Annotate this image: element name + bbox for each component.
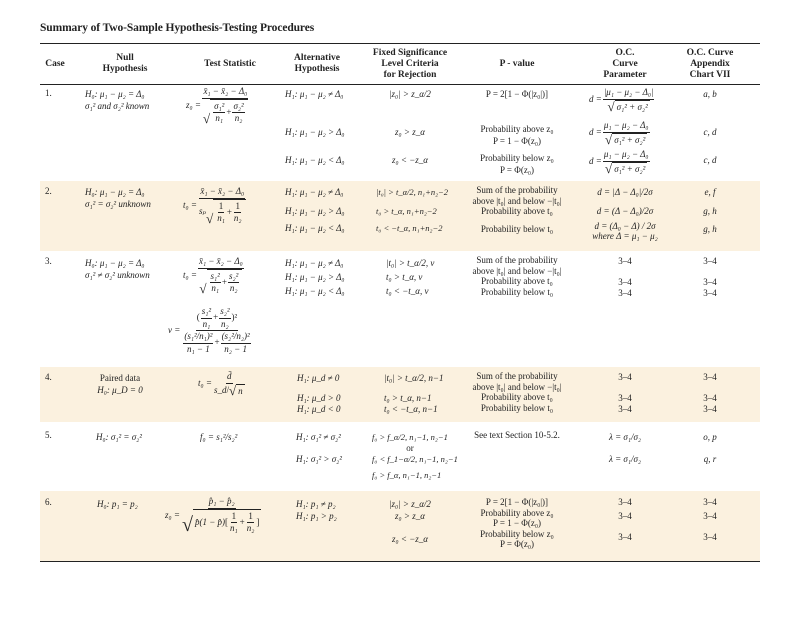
alternative-hypothesis: H₁: σ₁² ≠ σ₂²	[296, 432, 341, 442]
oc-parameter: 3–4	[618, 497, 632, 507]
header-statistic: Test Statistic	[204, 58, 256, 69]
header-pvalue: P - value	[499, 58, 535, 69]
rejection-criterion: |z₀| > z_α/2	[389, 499, 431, 509]
null-hypothesis: H₀: p₁ = p₂	[97, 499, 138, 509]
p-value: See text Section 10-5.2.	[474, 430, 560, 440]
header-rule	[40, 84, 760, 85]
null-hypothesis: H₀: μ₁ − μ₂ = Δ₀ σ₁² = σ₂² unknown	[85, 187, 151, 209]
rejection-criterion: f₀ < f_1−α/2, n₁−1, n₂−1	[372, 454, 458, 464]
rejection-criterion: f₀ > f_α, n₁−1, n₂−1	[372, 470, 442, 480]
oc-parameter: d = (Δ₀ − Δ) / 2σ where Δ = μ₁ − μ₂	[592, 221, 658, 241]
oc-parameter: d = |μ₁ − μ₂ − Δ₀| √ σ₁² + σ₂²	[589, 87, 654, 114]
header-null: Null Hypothesis	[102, 53, 148, 74]
alternative-hypothesis: H₁: μ_d < 0	[297, 404, 341, 414]
oc-parameter: d = (Δ − Δ₀)/2σ	[596, 206, 654, 216]
oc-parameter: 3–4	[618, 277, 632, 287]
table-title: Summary of Two-Sample Hypothesis-Testing Procedures	[40, 22, 315, 34]
appendix-chart: o, p	[703, 432, 717, 442]
rejection-criterion: |t₀| > t_α/2, n₁+n₂−2	[376, 187, 449, 197]
appendix-chart: 3–4	[703, 372, 717, 382]
oc-parameter: λ = σ₁/σ₂	[608, 454, 642, 464]
p-value: Probability below t₀	[480, 224, 554, 234]
alternative-hypothesis: H₁: μ₁ − μ₂ ≠ Δ₀	[285, 89, 344, 99]
case-number: 1.	[45, 88, 52, 98]
rejection-criterion: t₀ > t_α, n₁+n₂−2	[376, 206, 437, 216]
oc-parameter: 3–4	[618, 256, 632, 266]
alternative-hypothesis: H₁: p₁ ≠ p₂	[296, 499, 336, 509]
appendix-chart: e, f	[704, 187, 716, 197]
header-appendix: O.C. Curve Appendix Chart VII	[686, 47, 734, 80]
alternative-hypothesis: H₁: μ₁ − μ₂ < Δ₀	[285, 286, 345, 296]
appendix-chart: 3–4	[703, 277, 717, 287]
rejection-criterion: z₀ > z_α	[395, 511, 425, 521]
appendix-chart: 3–4	[703, 532, 717, 542]
case-number: 4.	[45, 372, 52, 382]
bottom-rule	[40, 561, 760, 562]
appendix-chart: a, b	[703, 89, 717, 99]
null-hypothesis: Paired data H₀: μ_D = 0	[97, 373, 143, 395]
oc-parameter: λ = σ₁/σ₂	[608, 432, 642, 442]
oc-parameter: 3–4	[618, 532, 632, 542]
oc-parameter: d = μ₁ − μ₂ − Δ₀ √ σ₁² + σ₂²	[589, 120, 649, 147]
rejection-criterion: t₀ > t_α, ν	[386, 272, 423, 282]
rejection-criterion: z₀ < −z_α	[391, 155, 428, 165]
appendix-chart: c, d	[703, 127, 717, 137]
header-case: Case	[45, 58, 65, 69]
appendix-chart: 3–4	[703, 393, 717, 403]
null-hypothesis: H₀: μ₁ − μ₂ = Δ₀ σ₁² ≠ σ₂² unknown	[85, 258, 150, 280]
alternative-hypothesis: H₁: μ₁ − μ₂ > Δ₀	[285, 206, 345, 216]
appendix-chart: 3–4	[703, 288, 717, 298]
test-statistic: f₀ = s₁²/s₂²	[200, 432, 238, 442]
alternative-hypothesis: H₁: μ₁ − μ₂ < Δ₀	[285, 155, 345, 165]
rejection-criterion: z₀ > z_α	[395, 127, 425, 137]
p-value: Probability below z₀ P = Φ(z₀)	[480, 153, 554, 175]
p-value: Sum of the probability above |t₀| and below −|t₀| Probability above t₀ Probability below t₀	[472, 255, 562, 297]
p-value: Sum of the probability above |t₀| and below −|t₀| Probability above t₀ Probability below t₀	[472, 371, 562, 413]
header-oc-parameter: O.C. Curve Parameter	[603, 47, 647, 80]
case-number: 5.	[45, 430, 52, 440]
rejection-criterion: |z₀| > z_α/2	[389, 89, 431, 99]
null-hypothesis: H₀: σ₁² = σ₂²	[96, 432, 142, 442]
p-value: Sum of the probability above |t₀| and below −|t₀| Probability above t₀	[472, 185, 562, 216]
case-number: 6.	[45, 497, 52, 507]
rejection-criterion: t₀ < −t_α, ν	[386, 286, 429, 296]
rejection-criterion: t₀ < −t_α, n₁+n₂−2	[376, 223, 443, 233]
appendix-chart: 3–4	[703, 511, 717, 521]
rejection-criterion: z₀ < −z_α	[391, 534, 428, 544]
oc-parameter: d = |Δ − Δ₀|/2σ	[597, 187, 653, 197]
p-value: P = 2[1 − Φ(|z₀|)] Probability above z₀ P = 1 − Φ(z₀) Probability below z₀ P = Φ(z₀)	[480, 497, 554, 549]
oc-parameter: 3–4	[618, 288, 632, 298]
appendix-chart: c, d	[703, 155, 717, 165]
oc-parameter: 3–4	[618, 511, 632, 521]
rejection-criterion: |t₀| > t_α/2, n−1	[384, 373, 444, 383]
oc-parameter: 3–4	[618, 404, 632, 414]
oc-parameter: d = μ₁ − μ₂ − Δ₀ √ σ₁² + σ₂²	[589, 149, 649, 176]
test-statistic: t₀ = d̄ s_d/ √ n	[198, 371, 243, 398]
rejection-criterion: t₀ > t_α, n−1	[384, 393, 432, 403]
alternative-hypothesis: H₁: μ₁ − μ₂ < Δ₀	[285, 223, 345, 233]
test-statistic: z₀ = p̂₁ − p̂₂ √ p̂(1 − p̂)[ $\frac{1}{\text{n₁}}$ + $\frac{1}{\text{n₂}}$ ]	[165, 496, 260, 536]
case-number: 2.	[45, 186, 52, 196]
oc-parameter: 3–4	[618, 372, 632, 382]
test-statistic: z₀ = x̄₁ − x̄₂ − Δ₀ √ $\frac{\text{σ₁²}}{\text{n₁}}$ + $\frac{\text{σ₂²}}{\text{n₂}}$	[186, 86, 248, 126]
alternative-hypothesis: H₁: μ₁ − μ₂ ≠ Δ₀	[285, 187, 344, 197]
appendix-chart: g, h	[703, 224, 717, 234]
test-statistic: t₀ = x̄₁ − x̄₂ − Δ₀ sₚ √ $\frac{1}{\text{n₁}}$ + $\frac{1}{\text{n₂}}$	[183, 186, 245, 226]
header-fixed: Fixed Significance Level Criteria for Rejection	[372, 47, 448, 80]
alternative-hypothesis: H₁: μ_d > 0	[297, 393, 341, 403]
rejection-criterion: |t₀| > t_α/2, ν	[386, 258, 435, 268]
header-alternative: Alternative Hypothesis	[294, 53, 340, 74]
appendix-chart: 3–4	[703, 404, 717, 414]
case-number: 3.	[45, 256, 52, 266]
alternative-hypothesis: H₁: p₁ > p₂	[296, 511, 337, 521]
alternative-hypothesis: H₁: σ₁² > σ₂²	[296, 454, 342, 464]
alternative-hypothesis: H₁: μ₁ − μ₂ ≠ Δ₀	[285, 258, 344, 268]
appendix-chart: q, r	[703, 454, 717, 464]
rejection-or: or	[406, 443, 414, 453]
rejection-criterion: f₀ > f_α/2, n₁−1, n₂−1	[372, 432, 448, 442]
alternative-hypothesis: H₁: μ_d ≠ 0	[297, 373, 340, 383]
alternative-hypothesis: H₁: μ₁ − μ₂ > Δ₀	[285, 272, 345, 282]
test-statistic: t₀ = x̄₁ − x̄₂ − Δ₀ √ $\frac{\text{s₁²}}{\text{n₁}}$ + $\frac{\text{s₂²}}{\text{n₂}}$	[183, 256, 243, 296]
oc-parameter: 3–4	[618, 393, 632, 403]
p-value: P = 2[1 − Φ(|z₀|)]	[485, 89, 549, 99]
rejection-criterion: t₀ < −t_α, n−1	[384, 404, 438, 414]
degrees-of-freedom: ν = ( $\frac{\text{s₁²}}{\text{n₁}}$ + $\frac{\text{s₂²}}{\text{n₂}}$ )² $\frac{\text{(s₁²/n₁)²}}{\text{n₁ − 1}}$ + $\frac{\text{(s₂²/n₂)²}}{\text{n₂ − 1}}$	[168, 306, 250, 354]
appendix-chart: 3–4	[703, 256, 717, 266]
appendix-chart: 3–4	[703, 497, 717, 507]
alternative-hypothesis: H₁: μ₁ − μ₂ > Δ₀	[285, 127, 345, 137]
null-hypothesis: H₀: μ₁ − μ₂ = Δ₀ σ₁² and σ₂² known	[85, 89, 150, 111]
p-value: Probability above z₀ P = 1 − Φ(z₀)	[480, 124, 554, 146]
appendix-chart: g, h	[703, 206, 717, 216]
